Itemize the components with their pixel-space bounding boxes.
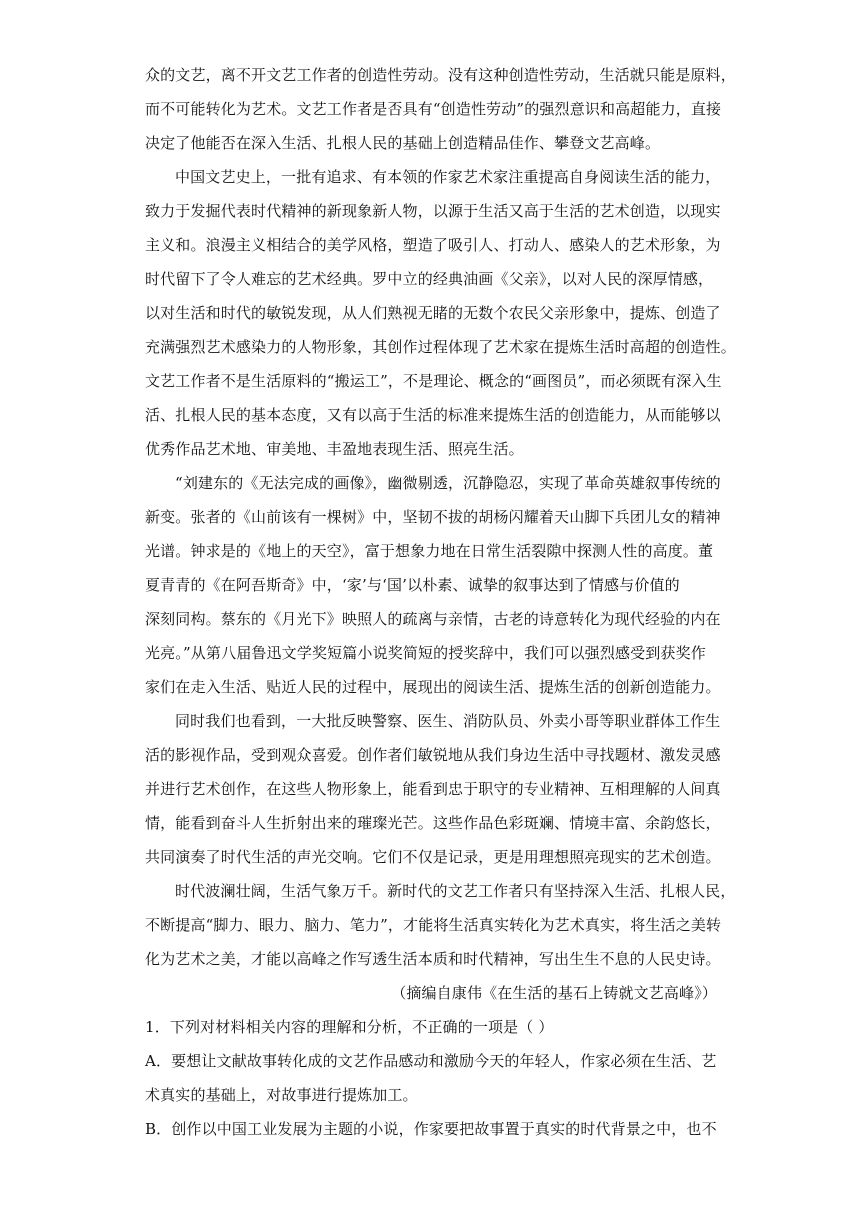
paragraph-3 bbox=[145, 476, 725, 695]
text-line: 时代波澜壮阔，生活气象万千。新时代的文艺工作者只有坚持深入生活、扎根人民， bbox=[175, 882, 736, 900]
text-line: 深刻同构。蔡东的《月光下》映照人的疏离与亲情，古老的诗意转化为现代经验的内在 bbox=[145, 610, 721, 628]
text-line: 决定了他能否在深入生活、扎根人民的基础上创造精品佳作、攀登文艺高峰。 bbox=[145, 134, 661, 152]
text-line: 众的文艺，离不开文艺工作者的创造性劳动。没有这种创造性劳动，生活就只能是原料， bbox=[145, 66, 736, 84]
text-line: 情，能看到奋斗人生折射出来的璀璨光芒。这些作品色彩斑斓、情境丰富、余韵悠长， bbox=[145, 814, 721, 832]
text-line: 致力于发掘代表时代精神的新现象新人物，以源于生活又高于生活的艺术创造，以现实 bbox=[145, 202, 721, 220]
text-line: “刘建东的《无法完成的画像》，幽微剔透，沉静隐忍，实现了革命英雄叙事传统的 bbox=[175, 474, 721, 492]
text-line: 夏青青的《在阿吾斯奇》中，‘家’与‘国’以朴素、诚挚的叙事达到了情感与价值的 bbox=[145, 576, 680, 594]
question-1 bbox=[145, 1020, 725, 1137]
paragraph-2 bbox=[145, 168, 736, 458]
option-b-line: B．创作以中国工业发展为主题的小说，作家要把故事置于真实的时代背景之中，也不 bbox=[145, 1120, 717, 1138]
paragraph-1 bbox=[145, 66, 736, 152]
text-line: 同时我们也看到，一大批反映警察、医生、消防队员、外卖小哥等职业群体工作生 bbox=[175, 712, 721, 730]
text-line: 家们在走入生活、贴近人民的过程中，展现出的阅读生活、提炼生活的创新创造能力。 bbox=[145, 678, 721, 696]
text-line: 中国文艺史上，一批有追求、有本领的作家艺术家注重提高自身阅读生活的能力， bbox=[175, 168, 721, 186]
article-source: （摘编自康伟《在生活的基石上铸就文艺高峰》） bbox=[391, 984, 717, 1002]
text-line: 文艺工作者不是生活原料的“搬运工”，不是理论、概念的“画图员”，而必须既有深入生 bbox=[145, 372, 722, 390]
option-b[interactable] bbox=[145, 1122, 725, 1137]
option-a-line: A．要想让文献故事转化成的文艺作品感动和激励今天的年轻人，作家必须在生活、艺 bbox=[145, 1052, 717, 1070]
text-line: 充满强烈艺术感染力的人物形象，其创作过程体现了艺术家在提炼生活时高超的创造性。 bbox=[145, 338, 736, 356]
text-line: 优秀作品艺术地、审美地、丰盈地表现生活、照亮生活。 bbox=[145, 440, 524, 458]
text-line: 活的影视作品，受到观众喜爱。创作者们敏锐地从我们身边生活中寻找题材、激发灵感 bbox=[145, 746, 721, 764]
question-stem: 1．下列对材料相关内容的理解和分析，不正确的一项是（ ） bbox=[145, 1018, 554, 1036]
text-line: 并进行艺术创作，在这些人物形象上，能看到忠于职守的专业精神、互相理解的人间真 bbox=[145, 780, 721, 798]
text-line: 化为艺术之美，才能以高峰之作写透生活本质和时代精神，写出生生不息的人民史诗。 bbox=[145, 950, 721, 968]
text-line: 时代留下了令人难忘的艺术经典。罗中立的经典油画《父亲》，以对人民的深厚情感， bbox=[145, 270, 714, 288]
paragraph-5 bbox=[145, 882, 736, 968]
text-line: 主义和。浪漫主义相结合的美学风格，塑造了吸引人、打动人、感染人的艺术形象，为 bbox=[145, 236, 721, 254]
text-line: 不断提高“脚力、眼力、脑力、笔力”，才能将生活真实转化为艺术真实，将生活之美转 bbox=[145, 916, 722, 934]
text-line: 光谱。钟求是的《地上的天空》，富于想象力地在日常生活裂隙中探测人性的高度。董 bbox=[145, 542, 714, 560]
text-line: 活、扎根人民的基本态度，又有以高于生活的标准来提炼生活的创造能力，从而能够以 bbox=[145, 406, 721, 424]
text-line: 光亮。”从第八届鲁迅文学奖短篇小说奖简短的授奖辞中，我们可以强烈感受到获奖作 bbox=[145, 644, 706, 662]
text-line: 而不可能转化为艺术。文艺工作者是否具有“创造性劳动”的强烈意识和高超能力，直接 bbox=[145, 100, 722, 118]
option-a-line: 术真实的基础上，对故事进行提炼加工。 bbox=[145, 1086, 418, 1104]
document-page bbox=[145, 66, 736, 1156]
text-line: 新变。张者的《山前该有一棵树》中，坚韧不拔的胡杨闪耀着天山脚下兵团儿女的精神 bbox=[145, 508, 721, 526]
option-a[interactable] bbox=[145, 1054, 725, 1103]
text-line: 以对生活和时代的敏锐发现，从人们熟视无睹的无数个农民父亲形象中，提炼、创造了 bbox=[145, 304, 721, 322]
paragraph-4 bbox=[145, 714, 725, 865]
text-line: 共同演奏了时代生活的声光交响。它们不仅是记录，更是用理想照亮现实的艺术创造。 bbox=[145, 848, 721, 866]
